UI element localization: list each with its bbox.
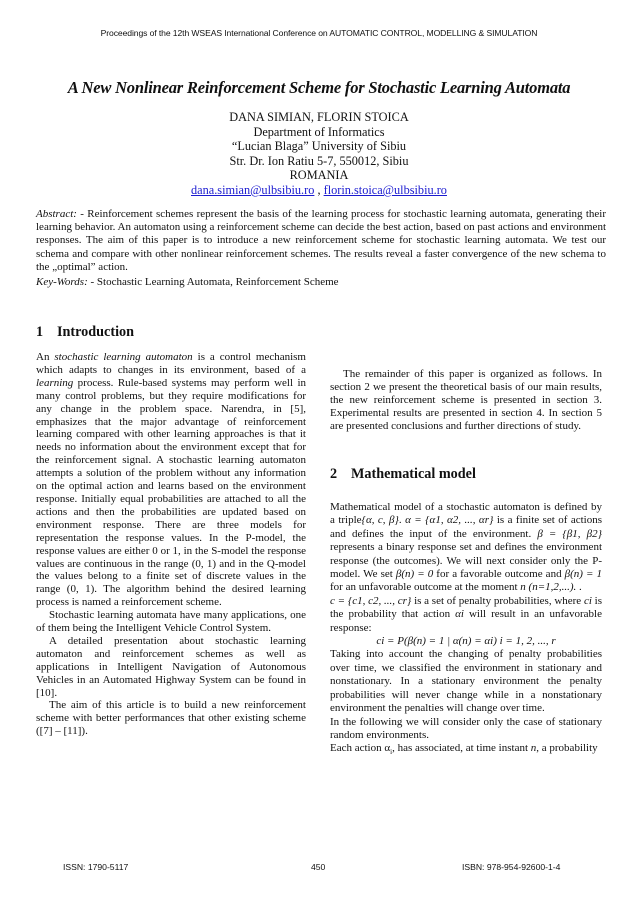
text-run: , has associated, at time instant xyxy=(392,742,531,755)
text-run-italic: stochastic learning automaton xyxy=(54,351,193,363)
abstract-text: - Reinforcement schemes represent the basis of the learning process for stochastic learning automata, generating their learning behavior. An automaton using a reinforcement scheme can decide the best action, based on past actions and environment responses. The aim of this paper is to introduce a new reinforcement scheme for stochastic learning automata. We test our schema and compare with other nonlinear reinforcement schemes. The results reveal a faster convergence of the new schema to the „optimal” action. xyxy=(36,208,606,273)
model-paragraph-1 xyxy=(330,501,602,595)
author-names: DANA SIMIAN, FLORIN STOICA xyxy=(229,110,409,124)
section-title: Introduction xyxy=(57,324,134,340)
author-university: “Lucian Blaga” University of Sibiu xyxy=(231,139,407,154)
text-run: . xyxy=(576,581,582,594)
organization-paragraph: The remainder of this paper is organized as follows. In section 2 we present the theoretical basis of our main results, the new reinforcement scheme is presented in section 3. Experimental results are presented in section 4. In section 5 are presented conclusions and further directions of study. xyxy=(330,368,602,432)
text-run-italic: n (n=1,2,...). xyxy=(520,581,577,594)
email-link-1[interactable]: dana.simian@ulbsibiu.ro xyxy=(191,182,315,197)
model-paragraph-4: In the following we will consider only the case of stationary random environments. xyxy=(330,715,602,741)
intro-paragraph-3: A detailed presentation about stochastic learning automaton and reinforcement schemes as well as applications in Intelligent Navigation of Autonomous Vehicles in an Automated Highway System can be found in [10]. xyxy=(36,634,306,699)
text-run: is a finite set of actions and defines the input of the environment. xyxy=(330,514,603,540)
author-country: ROMANIA xyxy=(289,168,349,183)
math-ci: ci xyxy=(583,594,592,607)
math-unfavorable: β(n) = 1 xyxy=(564,568,603,581)
math-action-set: α = {α1, α2, ..., αr} xyxy=(405,514,494,527)
model-paragraph-3: Taking into account the changing of penalty probabilities over time, we classified the environment in stationary and nonstationary. In a stationary environment the penalty probabilities will never change while in a nonstationary environment the penalties will change over time. xyxy=(330,648,602,715)
author-department: Department of Informatics xyxy=(253,124,385,139)
keywords-text: - Stochastic Learning Automata, Reinforcement Scheme xyxy=(87,276,339,288)
math-alpha-i: αi xyxy=(455,608,464,621)
email-separator: , xyxy=(314,182,324,197)
author-address: Str. Dr. Ion Ratiu 5-7, 550012, Sibiu xyxy=(229,153,409,168)
text-run: process. Rule-based systems may perform well in many control problems, but they require modifications for any change in the problem space. Narendra, in [5], emphasizes that the major advantage of reinforcement learning compared with other learning approaches is that it needs no information about the environment except that for the reinforcement signal. A stochastic learning automaton attempts a solution of the problem without any information on the optimal action and learns based on the environment response. Initially equal probabilities are attached to all the actions and then the probabilities are updated based on environment response. There are three models for representation the response values. In the P-model, the response values are either 0 or 1, in the S-model the response values are continuous in the range (0, 1) and in the Q-model the values belong to a finite set of discrete values in the range (0, 1). The algorithm behind the desired learning process is named a reinforcement scheme. xyxy=(36,376,306,609)
text-run: is a control mechanism which adapts to changes in its environment, based of a xyxy=(36,351,306,376)
left-column xyxy=(36,351,306,738)
right-column-intro xyxy=(330,368,602,433)
footer-page-number: 450 xyxy=(311,862,326,872)
model-paragraph-5 xyxy=(330,742,602,760)
text-run-italic: learning xyxy=(36,376,74,389)
text-run: will result in an unfavorable response: xyxy=(330,608,602,634)
text-run: is the probability that action xyxy=(330,594,602,621)
section-number: 1 xyxy=(36,324,44,340)
math-penalty-set: c = {c1, c2, ..., cr} xyxy=(330,594,412,607)
text-run: for a favorable outcome and xyxy=(433,568,565,581)
text-run: An xyxy=(36,351,55,363)
keywords xyxy=(36,276,606,288)
footer-isbn: ISBN: 978-954-92600-1-4 xyxy=(462,862,561,872)
section-title: Mathematical model xyxy=(351,466,476,482)
section-heading-mathematical-model xyxy=(330,466,476,483)
footer-issn: ISSN: 1790-5117 xyxy=(63,862,129,872)
text-run: represents a binary response set and defines the environment response (the outcomes). We will next consider only the P-model. We set xyxy=(330,541,602,581)
text-run: for an unfavorable outcome at the moment xyxy=(330,581,521,594)
author-block xyxy=(100,110,538,198)
keywords-label: Key-Words: xyxy=(36,276,88,288)
section-number: 2 xyxy=(330,466,338,482)
intro-paragraph-4: The aim of this article is to build a new reinforcement scheme with better performances that other existing scheme ([7] – [11]). xyxy=(36,699,306,738)
running-header: Proceedings of the 12th WSEAS International Conference on AUTOMATIC CONTROL, MODELLING & SIMULATION xyxy=(100,28,538,38)
author-emails xyxy=(100,183,538,198)
math-response-set: β = {β1, β2} xyxy=(537,527,602,540)
abstract xyxy=(36,208,606,274)
text-run: , a probability xyxy=(536,742,598,755)
subscript: i xyxy=(390,748,393,757)
text-run: Mathematical model of a stochastic automaton is defined by a triple xyxy=(330,501,602,527)
section-heading-introduction xyxy=(36,324,134,341)
intro-paragraph-2: Stochastic learning automata have many applications, one of them being the Intelligent Vehicle Control System. xyxy=(36,609,306,635)
penalty-probability-formula: ci = P(β(n) = 1 | α(n) = αi) i = 1, 2, ..., r xyxy=(376,635,556,648)
email-link-2[interactable]: florin.stoica@ulbsibiu.ro xyxy=(323,182,447,197)
intro-paragraph-1 xyxy=(36,351,306,609)
text-run-italic: n xyxy=(530,742,537,755)
model-paragraph-2 xyxy=(330,595,602,635)
math-favorable: β(n) = 0 xyxy=(395,568,434,581)
right-column-model xyxy=(330,501,602,760)
text-run: Each action α xyxy=(330,742,391,755)
text-run: is a set of penalty probabilities, where xyxy=(411,594,584,607)
abstract-label: Abstract: xyxy=(36,208,77,220)
text-run: . xyxy=(398,514,406,527)
paper-title: A New Nonlinear Reinforcement Scheme for Stochastic Learning Automata xyxy=(67,78,571,97)
math-triple: {α, c, β} xyxy=(361,514,399,527)
